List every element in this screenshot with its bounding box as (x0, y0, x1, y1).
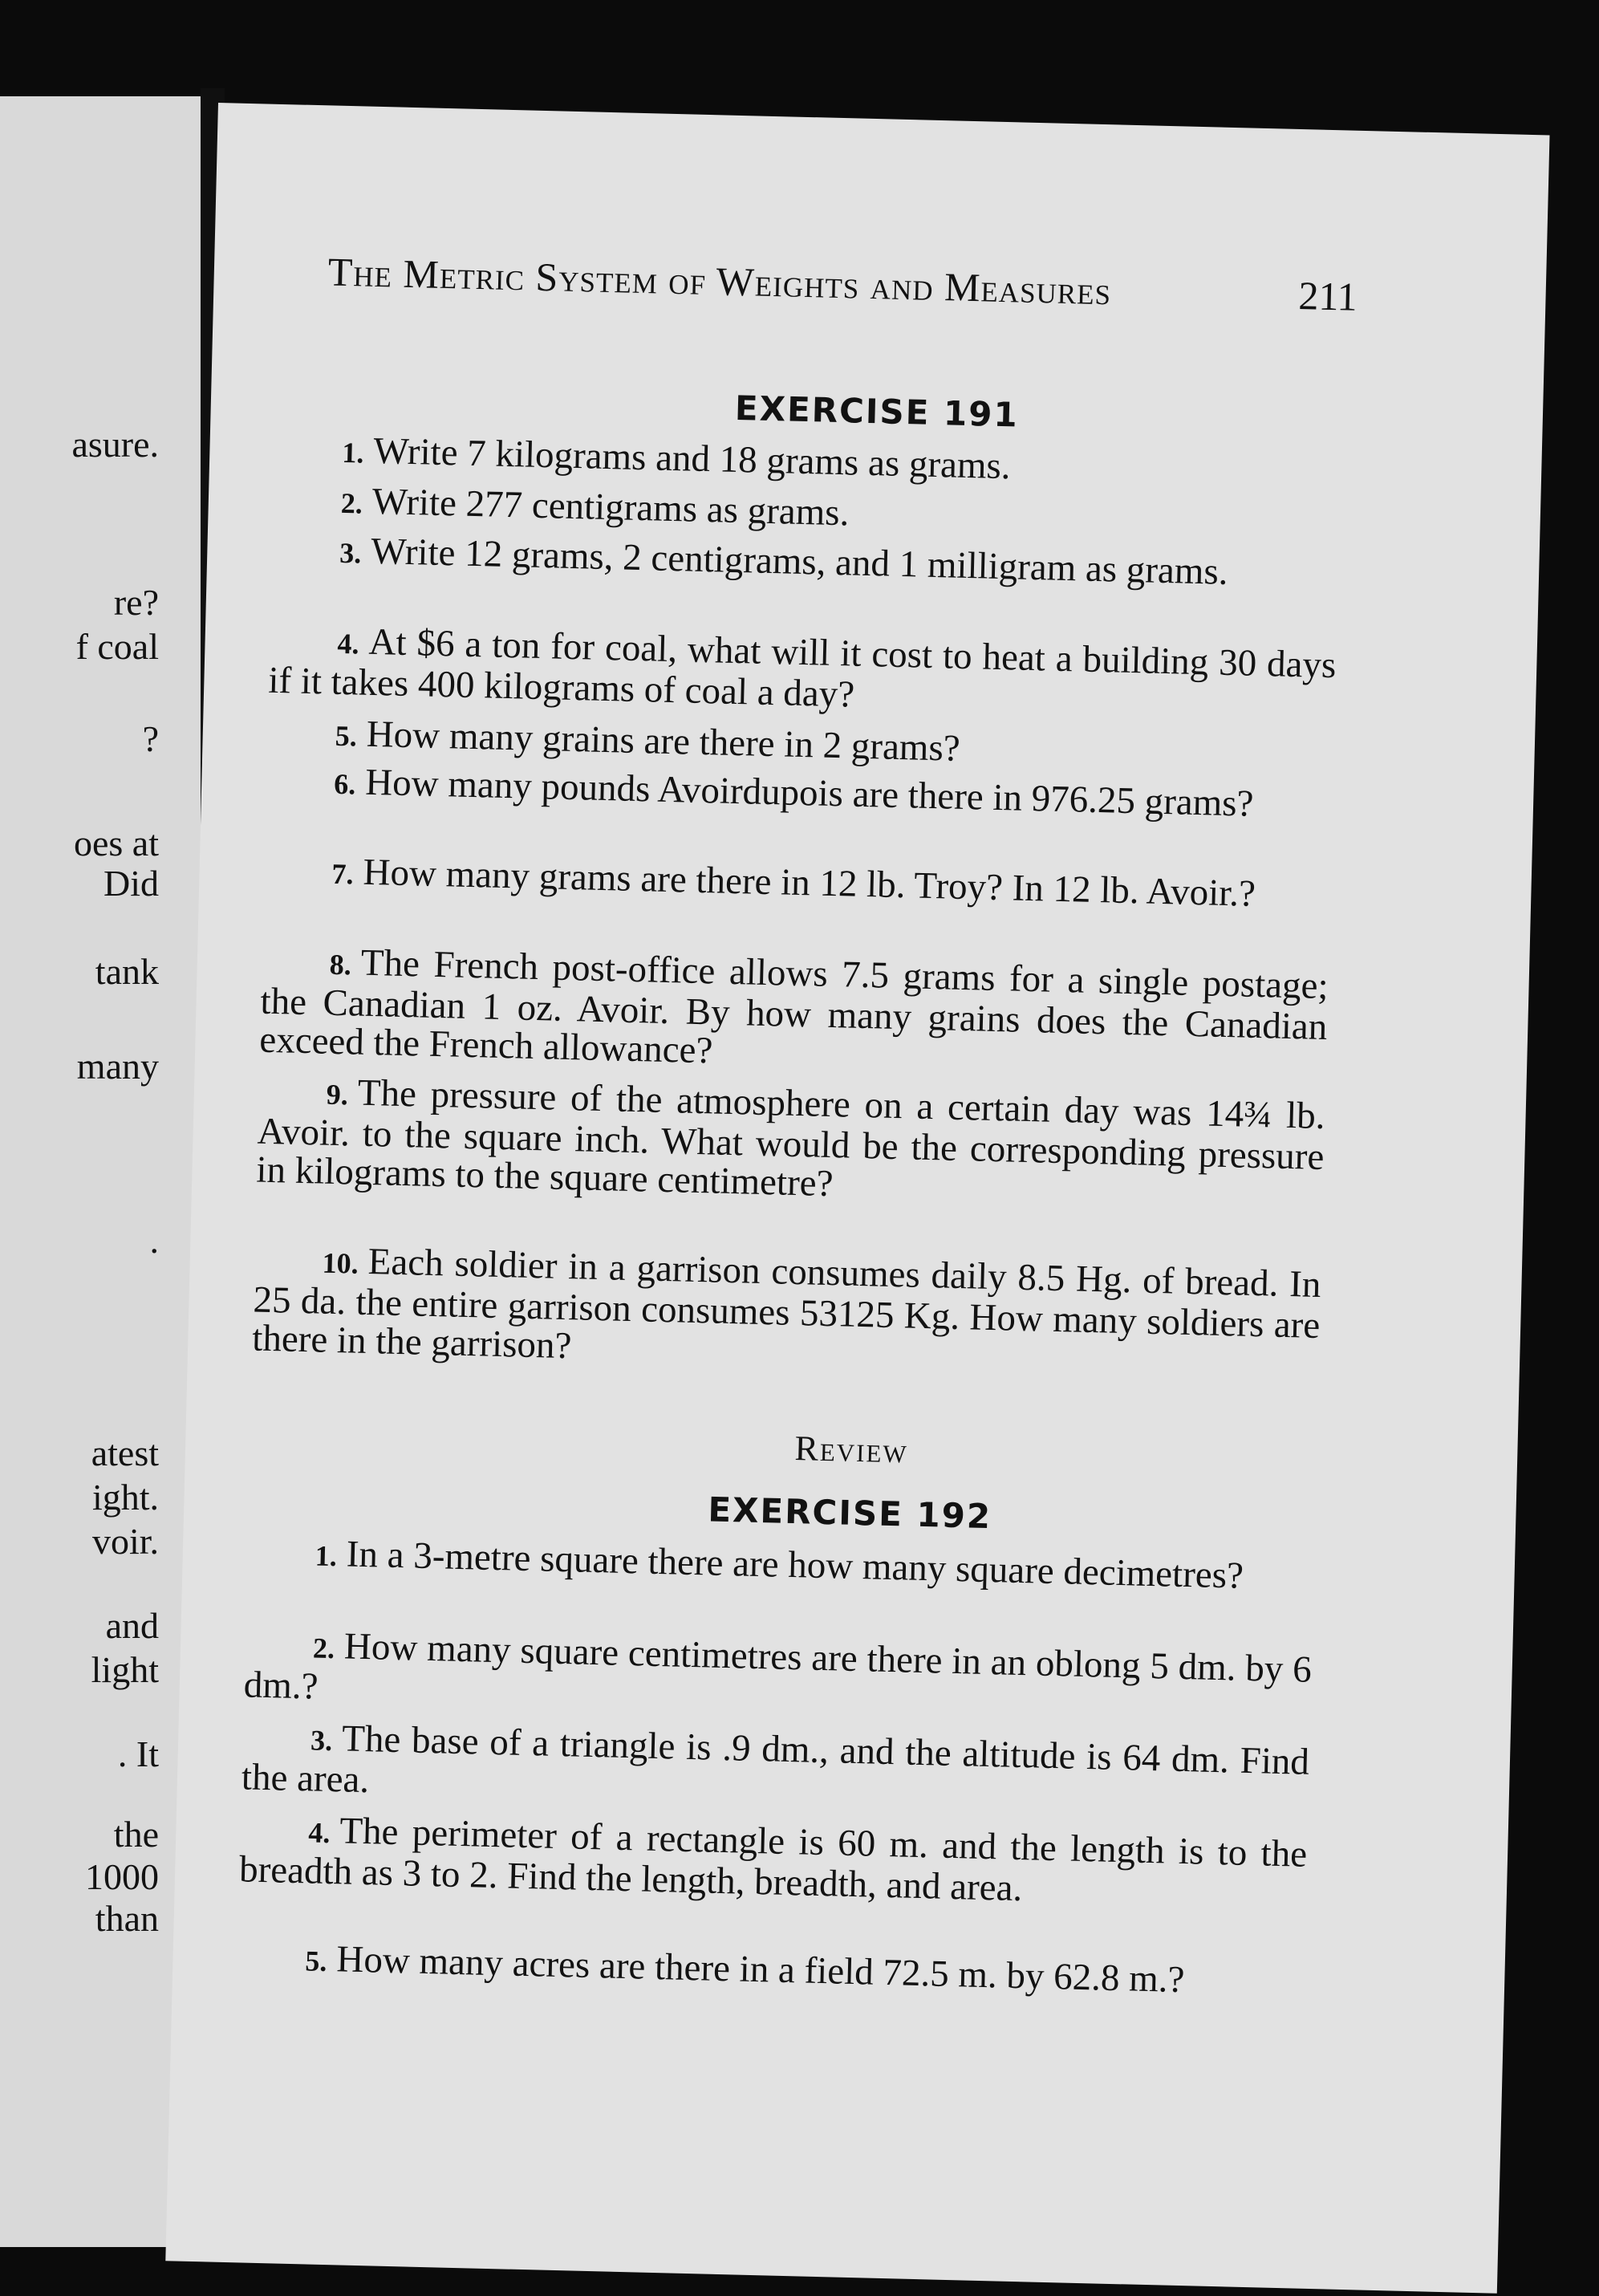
problem-text: The pressure of the atmosphere on a certain day was 14¾ lb. Avoir. to the square inch. What would be the corresponding pressure in kilograms to the square centimetre? (255, 1071, 1326, 1205)
problem-number: 5. (304, 1944, 327, 1977)
exercise-192-problem-1 (246, 1532, 1314, 1599)
exercise-192-problem-4 (239, 1809, 1308, 1914)
problem-text: How many acres are there in a field 72.5 m. by 62.8 m.? (335, 1938, 1186, 2001)
left-page-fragment: . It (117, 1733, 159, 1774)
problem-text: How many grains are there in 2 grams? (366, 713, 961, 770)
problem-text: Each soldier in a garrison consumes daily 8.5 Hg. of bread. In 25 da. the entire garrison consumes 53125 Kg. How many soldiers are there in the garrison? (251, 1241, 1322, 1367)
problem-text: The French post-office allows 7.5 grams for a single postage; the Canadian 1 oz. Avoir. By how many grains does the Canadian exceed the French allowance? (258, 941, 1329, 1072)
running-header: The Metric System of Weights and Measures (327, 249, 1112, 314)
page-number: 211 (1297, 272, 1358, 319)
previous-page (0, 96, 201, 2247)
problem-number: 2. (312, 1632, 335, 1665)
problem-number: 3. (310, 1724, 333, 1758)
left-page-fragment: 1000 (85, 1856, 159, 1897)
exercise-192-problem-2 (243, 1624, 1312, 1729)
left-page-fragment: many (76, 1046, 159, 1087)
problem-text: Write 277 centigrams as grams. (371, 480, 850, 534)
problem-number: 9. (326, 1078, 349, 1111)
left-page-fragment: Did (103, 863, 159, 904)
left-page-fragment: oes at (73, 823, 159, 864)
exercise-191-problem-10 (252, 1240, 1321, 1384)
exercise-191-problem-9 (256, 1071, 1325, 1215)
left-page-fragment: light (91, 1649, 159, 1690)
left-page-fragment: than (95, 1898, 159, 1939)
problem-text: How many square centimetres are there in an oblong 5 dm. by 6 dm.? (243, 1625, 1313, 1708)
exercise-191-problem-8 (259, 941, 1329, 1085)
left-page-fragment: ight. (91, 1477, 159, 1518)
left-page-fragment: . (149, 1220, 159, 1261)
problem-number: 2. (340, 486, 363, 520)
left-page-fragment: f coal (75, 626, 159, 667)
left-page-fragment: voir. (91, 1521, 159, 1562)
problem-number: 4. (337, 627, 360, 660)
problem-number: 7. (331, 857, 355, 891)
exercise-191-title: EXERCISE 191 (734, 388, 1020, 435)
exercise-192-title: EXERCISE 192 (707, 1489, 992, 1537)
problem-text: The base of a triangle is .9 dm., and the altitude is 64 dm. Find the area. (241, 1717, 1310, 1802)
left-page-fragment: asure. (71, 424, 159, 465)
problem-text: How many pounds Avoirdupois are there in 976.25 grams? (364, 761, 1255, 825)
problem-number: 6. (333, 767, 356, 801)
left-page-fragment: tank (95, 951, 159, 992)
left-page-fragment: the (113, 1814, 159, 1855)
problem-number: 1. (341, 436, 364, 469)
problem-number: 10. (322, 1246, 359, 1280)
problem-text: At $6 a ton for coal, what will it cost to heat a building 30 days if it takes 400 kilograms of coal a day? (267, 620, 1337, 716)
page-211 (165, 103, 1549, 2294)
exercise-191-problem-7 (263, 851, 1331, 917)
left-page-fragment: ? (142, 718, 159, 759)
left-page-fragment: re? (113, 582, 159, 623)
problem-number: 8. (329, 948, 352, 981)
problem-number: 4. (307, 1816, 331, 1850)
exercise-191-problem-4 (268, 620, 1337, 725)
problem-number: 1. (315, 1539, 338, 1573)
problem-text: In a 3-metre square there are how many square decimetres? (346, 1533, 1244, 1597)
problem-text: How many grams are there in 12 lb. Troy? In 12 lb. Avoir.? (362, 851, 1256, 915)
problem-text: Write 7 kilograms and 18 grams as grams. (372, 429, 1012, 488)
left-page-fragment: and (105, 1605, 159, 1646)
problem-number: 3. (339, 536, 362, 570)
exercise-192-problem-3 (241, 1717, 1309, 1822)
exercise-192-problem-5 (237, 1937, 1305, 2004)
left-page-fragment: atest (91, 1432, 159, 1473)
review-heading: Review (794, 1428, 909, 1471)
problem-text: The perimeter of a rectangle is 60 m. and the length is to the breadth as 3 to 2. Find the length, breadth, and area. (238, 1810, 1308, 1910)
problem-text: Write 12 grams, 2 centigrams, and 1 milligram as grams. (370, 530, 1229, 593)
problem-number: 5. (335, 719, 358, 753)
